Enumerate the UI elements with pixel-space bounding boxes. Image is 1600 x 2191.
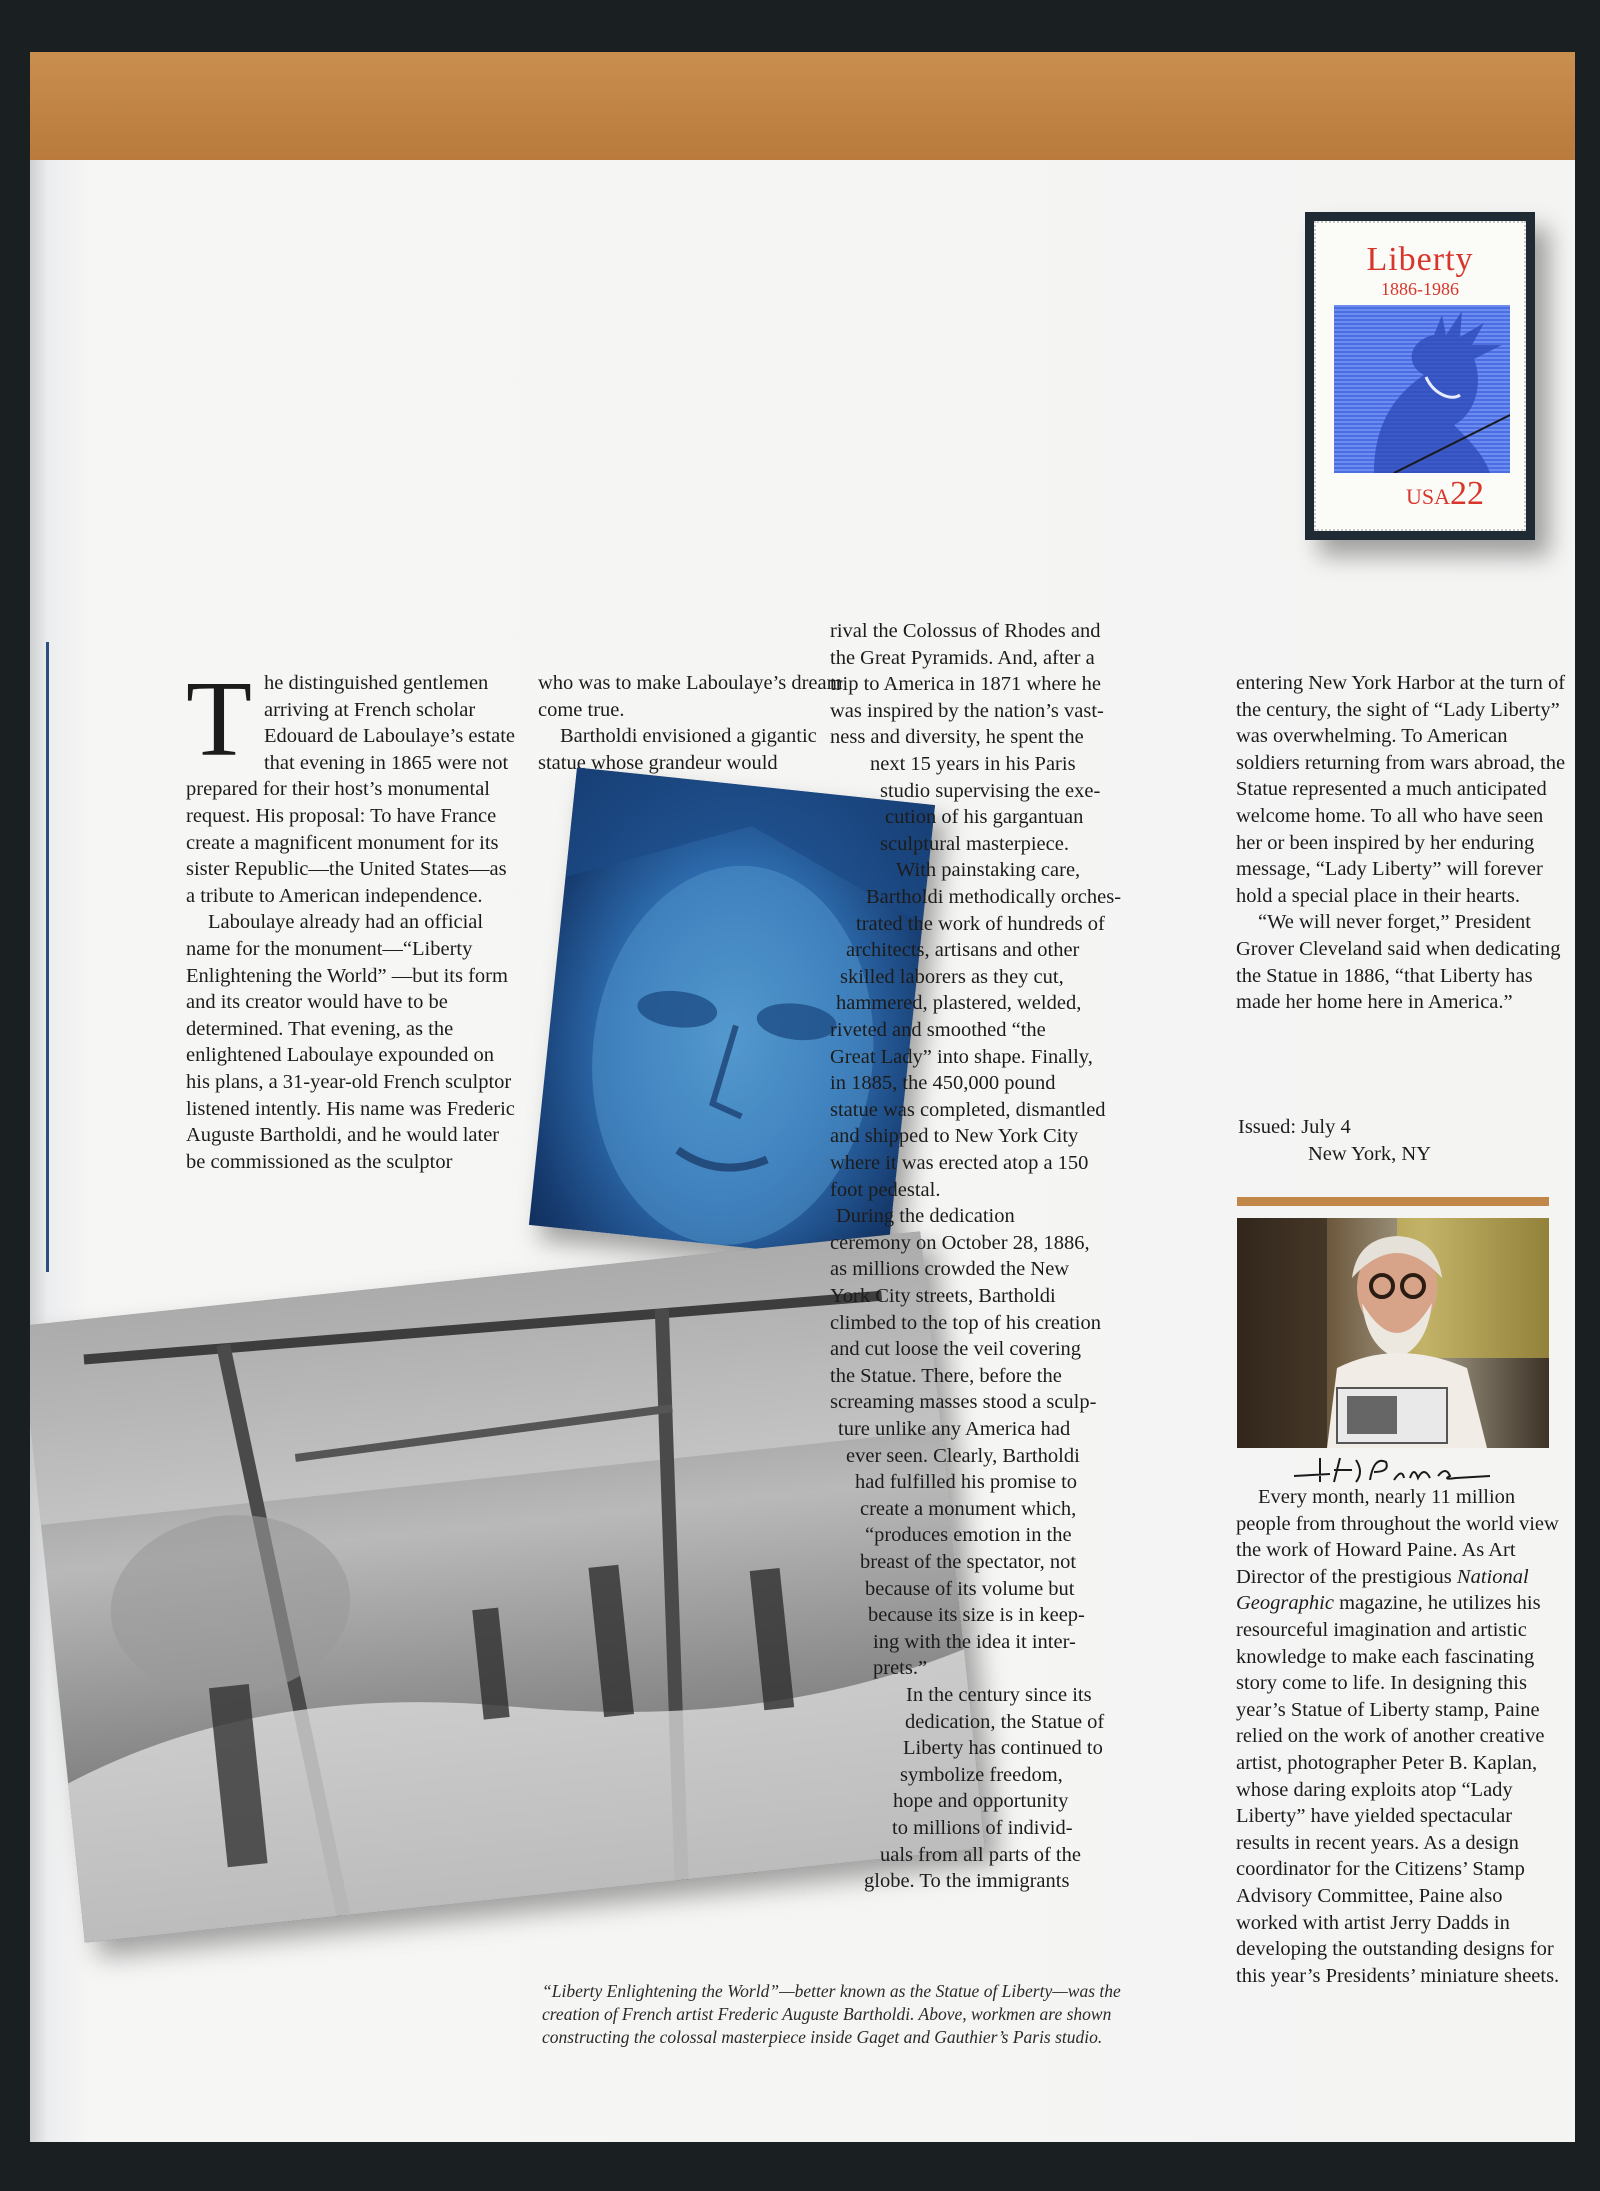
text-line: dedication, the Statue of bbox=[905, 1710, 1105, 1733]
portrait-image bbox=[1237, 1218, 1549, 1448]
portrait-accent-bar bbox=[1237, 1197, 1549, 1206]
text-line: “produces emotion in the bbox=[865, 1524, 1072, 1547]
stamp-value: 22 bbox=[1450, 475, 1484, 512]
text-line: York City streets, Bartholdi bbox=[830, 1285, 1056, 1307]
issue-place: New York, NY bbox=[1308, 1143, 1432, 1165]
paragraph: entering New York Harbor at the turn of the century, the sight of “Lady Liberty” was overwhelming. To American soldiers returning from wars abroad, the Statue represented a much anticipated welcome home. To all who have seen her or been inspired by her enduring message, “Lady Liberty” will forever hold a special place in their hearts. bbox=[1236, 672, 1566, 907]
text-line: breast of the spectator, not bbox=[860, 1551, 1077, 1573]
text-line: ceremony on October 28, 1886, bbox=[830, 1231, 1090, 1254]
paragraph: Bartholdi envisioned a gigantic statue whose grandeur would bbox=[538, 725, 817, 774]
bio-paragraph bbox=[1236, 1484, 1566, 1989]
text-line: skilled laborers as they cut, bbox=[840, 965, 1064, 988]
text-line: globe. To the immigrants bbox=[864, 1870, 1070, 1893]
bio-column bbox=[1236, 1484, 1566, 1989]
text-line: the Statue. There, before the bbox=[830, 1364, 1062, 1387]
text-line: next 15 years in his Paris bbox=[870, 753, 1076, 775]
text-line: had fulfilled his promise to bbox=[855, 1471, 1078, 1494]
text-line: trated the work of hundreds of bbox=[856, 912, 1105, 935]
text-line: During the dedication bbox=[836, 1205, 1015, 1228]
text-line: screaming masses stood a sculp- bbox=[830, 1391, 1097, 1414]
stamp-country: USA bbox=[1405, 484, 1450, 509]
text-line: studio supervising the exe- bbox=[880, 779, 1101, 802]
text-line: trip to America in 1871 where he bbox=[830, 673, 1101, 696]
bio-text-start: Every month, nearly 11 million people from throughout the world view the work of Howard Paine. As Art Director of the prestigious bbox=[1236, 1486, 1559, 1588]
text-line: and shipped to New York City bbox=[830, 1125, 1079, 1148]
text-line: ever seen. Clearly, Bartholdi bbox=[846, 1444, 1080, 1467]
text-line: cution of his gargantuan bbox=[885, 806, 1084, 829]
howard-paine-photo bbox=[1237, 1218, 1549, 1448]
text-line: ture unlike any America had bbox=[838, 1418, 1071, 1440]
text-line: riveted and smoothed “the bbox=[830, 1019, 1046, 1041]
text-line: sculptural masterpiece. bbox=[880, 832, 1069, 855]
text-line: Bartholdi methodically orches- bbox=[866, 886, 1122, 908]
text-line: hope and opportunity bbox=[893, 1790, 1069, 1813]
text-line: create a monument which, bbox=[860, 1497, 1077, 1520]
text-line: in 1885, the 450,000 pound bbox=[830, 1072, 1056, 1095]
text-line: the Great Pyramids. And, after a bbox=[830, 646, 1095, 669]
text-line: With painstaking care, bbox=[896, 859, 1081, 882]
text-line: statue was completed, dismantled bbox=[830, 1098, 1106, 1121]
text-line: Liberty has continued to bbox=[903, 1737, 1103, 1760]
magazine-name: National Geographic bbox=[1236, 1565, 1529, 1615]
text-line: because of its volume but bbox=[865, 1577, 1075, 1600]
bio-text-end: magazine, he utilizes his resourceful imagination and artistic knowledge to make each fascinating story come to life. In designing this year’s Statue of Liberty stamp, Paine relied on the work of another creative artist, photographer Peter B. Kaplan, whose daring exploits atop “Lady Liberty” have yielded spectacular results in recent years. As a design coordinator for the Citizens’ Stamp Advisory Committee, Paine also worked with artist Jerry Dadds in developing the outstanding designs for this year’s Presidents’ miniature sheets. bbox=[1236, 1592, 1560, 1987]
text-line: and cut loose the veil covering bbox=[830, 1338, 1082, 1361]
text-line: prets.” bbox=[873, 1657, 928, 1680]
paragraph: who was to make Laboulaye’s dream come true. bbox=[538, 672, 843, 721]
text-line: because its size is in keep- bbox=[868, 1604, 1085, 1627]
stamp-title: Liberty bbox=[1366, 241, 1474, 278]
stamp-years: 1886-1986 bbox=[1381, 279, 1459, 299]
brochure-page bbox=[30, 52, 1575, 2142]
text-line: Great Lady” into shape. Finally, bbox=[830, 1045, 1093, 1068]
text-line: to millions of individ- bbox=[892, 1817, 1073, 1839]
paragraph: “We will never forget,” President Grover Cleveland said when dedicating the Statue in 1886, “that Liberty has made her home here in America.” bbox=[1236, 911, 1561, 1014]
text-line: ness and diversity, he spent the bbox=[830, 726, 1084, 749]
text-line: as millions crowded the New bbox=[830, 1258, 1070, 1281]
text-line: architects, artisans and other bbox=[846, 939, 1080, 962]
text-column-4 bbox=[1236, 670, 1566, 1016]
drop-cap: T bbox=[186, 660, 252, 779]
text-line: uals from all parts of the bbox=[880, 1843, 1081, 1866]
issue-date: Issued: July 4 bbox=[1238, 1116, 1351, 1138]
text-line: foot pedestal. bbox=[830, 1178, 941, 1201]
text-line: In the century since its bbox=[906, 1684, 1092, 1706]
issue-info bbox=[1238, 1114, 1431, 1168]
text-line: climbed to the top of his creation bbox=[830, 1311, 1101, 1334]
paragraph: Laboulaye already had an official name for the monument—“Liberty Enlightening the World” —but its form and its creator would have to be determined. That evening, as the enlightened Laboulaye expounded on his plans, a 31-year-old French sculptor listened intently. His name was Frederic Auguste Bartholdi, and he would later be commissioned as the sculptor bbox=[186, 911, 515, 1173]
text-line: ing with the idea it inter- bbox=[873, 1630, 1076, 1653]
text-line: hammered, plastered, welded, bbox=[836, 992, 1082, 1015]
text-line: rival the Colossus of Rhodes and bbox=[830, 620, 1101, 642]
text-line: where it was erected atop a 150 bbox=[830, 1152, 1089, 1174]
text-line: symbolize freedom, bbox=[900, 1763, 1063, 1786]
photo-caption: “Liberty Enlightening the World”—better known as the Statue of Liberty—was the creation of French artist Frederic Auguste Bartholdi. Above, workmen are shown constructing the colossal masterpiece inside Gaget and Gauthier’s Paris studio. bbox=[542, 1981, 1121, 2047]
intro-text: he distinguished gentlemen arriving at French scholar Edouard de Laboulaye’s estate that evening in 1865 were not prepared for their host’s monumental request. His proposal: To have France create a magnificent monument for its sister Republic—the United States—as a tribute to American independence. bbox=[186, 672, 516, 907]
text-line: was inspired by the nation’s vast- bbox=[830, 699, 1104, 722]
